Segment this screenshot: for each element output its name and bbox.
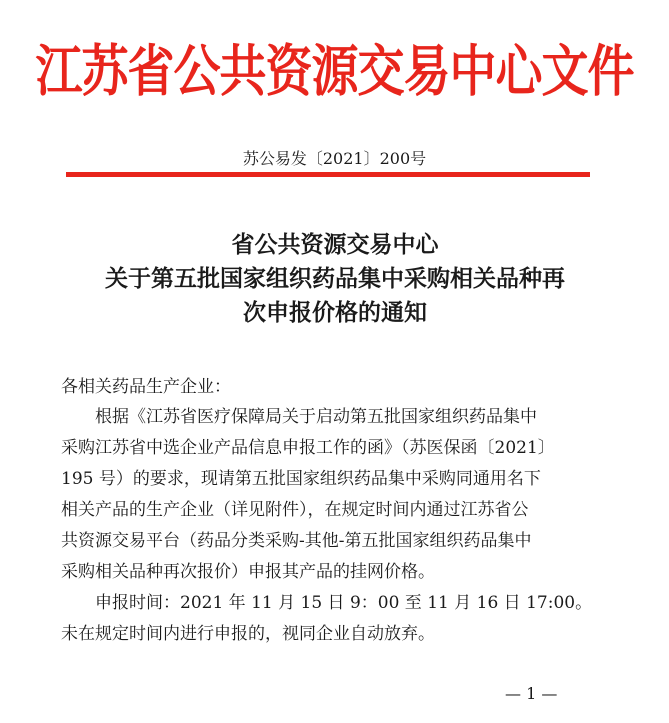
paragraph-line: 采购江苏省中选企业产品信息申报工作的函》（苏医保函〔2021〕 [61, 438, 555, 458]
paragraph-line: 相关产品的生产企业（详见附件），在规定时间内通过江苏省公 [61, 500, 529, 520]
notice-title-line: 次申报价格的通知 [243, 299, 427, 326]
notice-title-line: 省公共资源交易中心 [231, 231, 439, 258]
body-text [61, 402, 601, 650]
paragraph-line: 195 号）的要求，现请第五批国家组织药品集中采购同通用名下 [61, 469, 541, 489]
paragraph-line: 采购相关品种再次报价）申报其产品的挂网价格。 [61, 562, 435, 582]
paragraph-line: 未在规定时间内进行申报的，视同企业自动放弃。 [61, 624, 435, 644]
notice-title [60, 228, 610, 330]
salutation: 各相关药品生产企业： [61, 377, 231, 397]
page-number: — 1 — [505, 684, 558, 703]
paragraph-line: 共资源交易平台（药品分类采购-其他-第五批国家组织药品集中 [61, 531, 532, 551]
notice-title-line: 关于第五批国家组织药品集中采购相关品种再 [105, 265, 565, 292]
paragraph-line: 申报时间：2021 年 11 月 15 日 9：00 至 11 月 16 日 17:00。 [95, 593, 593, 613]
document-number: 苏公易发〔2021〕200号 [242, 149, 427, 168]
red-divider-line [66, 172, 590, 177]
document-header-title: 江苏省公共资源交易中心文件 [35, 39, 634, 105]
paragraph-line: 根据《江苏省医疗保障局关于启动第五批国家组织药品集中 [95, 407, 537, 427]
